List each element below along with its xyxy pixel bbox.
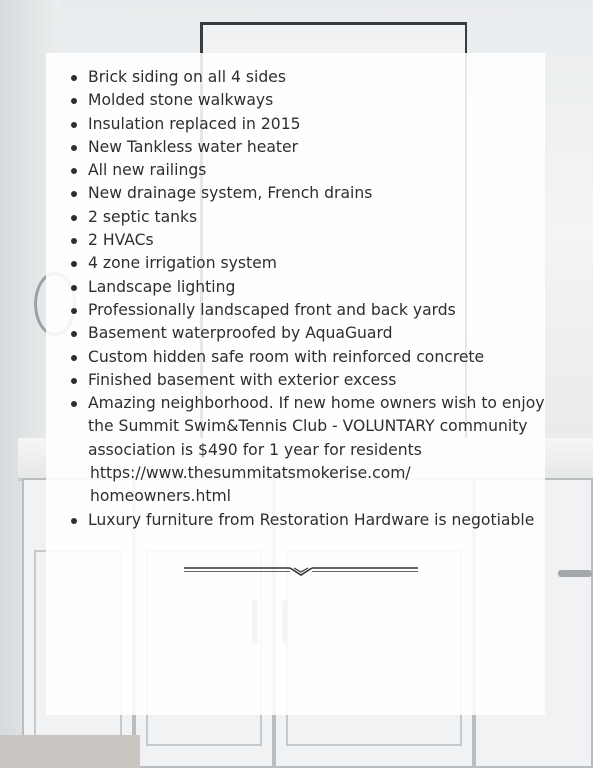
list-item: Insulation replaced in 2015 — [88, 113, 568, 136]
list-item: Molded stone walkways — [88, 89, 568, 112]
list-item-neighborhood — [88, 392, 568, 508]
list-item: Luxury furniture from Restoration Hardware is negotiable — [88, 509, 568, 532]
drawer-handle — [558, 570, 592, 577]
list-item: Brick siding on all 4 sides — [88, 66, 568, 89]
features-list — [60, 66, 568, 532]
floor — [0, 735, 140, 768]
list-item: 2 HVACs — [88, 229, 568, 252]
list-item: Basement waterproofed by AquaGuard — [88, 322, 568, 345]
neighborhood-url: https://www.thesummitatsmokerise.com/ — [90, 464, 411, 483]
list-item: New drainage system, French drains — [88, 182, 568, 205]
ornamental-divider-icon — [184, 563, 418, 577]
neighborhood-url-continued: homeowners.html — [90, 487, 231, 506]
list-item: Professionally landscaped front and back yards — [88, 299, 568, 322]
list-item: Landscape lighting — [88, 276, 568, 299]
list-item: New Tankless water heater — [88, 136, 568, 159]
list-item: Custom hidden safe room with reinforced concrete — [88, 346, 568, 369]
list-item: 2 septic tanks — [88, 206, 568, 229]
list-item: 4 zone irrigation system — [88, 252, 568, 275]
neighborhood-text: Amazing neighborhood. If new home owners wish to enjoy the Summit Swim&Tennis Club - VOLUNTARY community association is $490 for 1 year for residents — [88, 394, 545, 459]
list-item: Finished basement with exterior excess — [88, 369, 568, 392]
list-item: All new railings — [88, 159, 568, 182]
